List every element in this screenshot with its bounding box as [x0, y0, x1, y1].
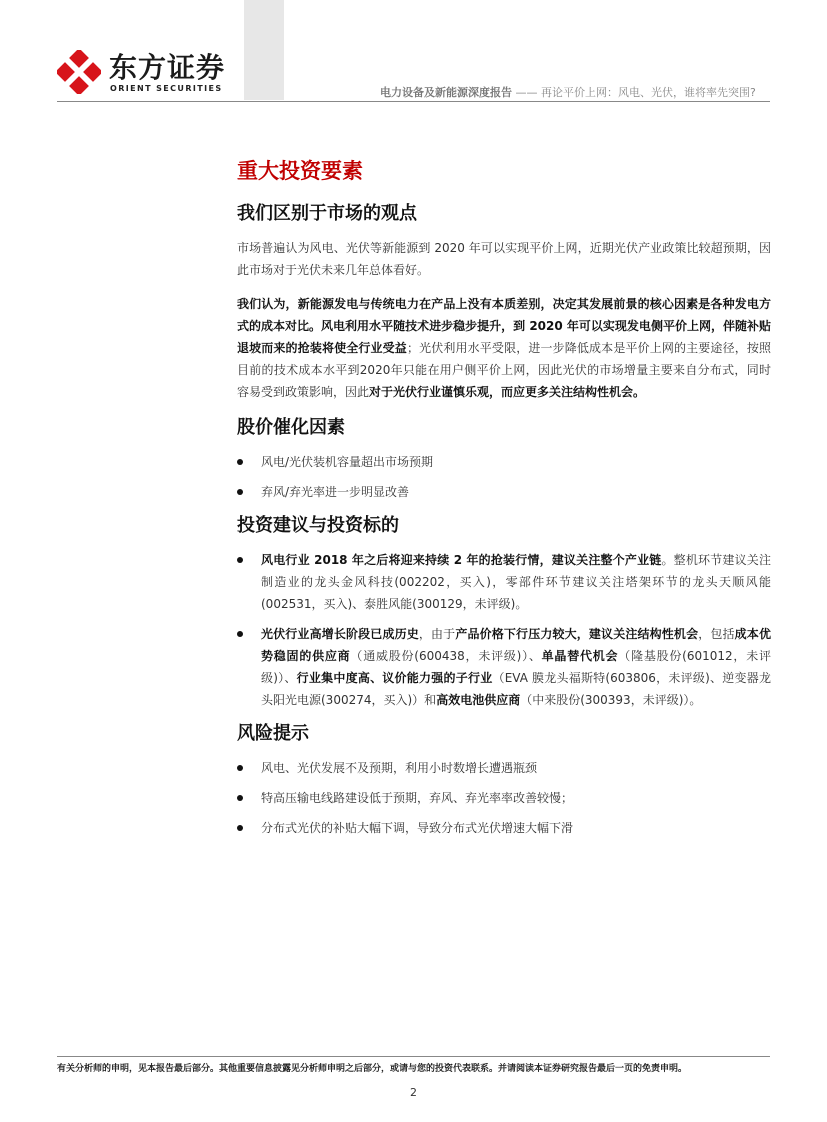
- header-gray-band: [244, 0, 284, 100]
- logo-name-cn: 东方证券: [109, 51, 226, 84]
- footer-disclaimer: 有关分析师的申明，见本报告最后部分。其他重要信息披露见分析师申明之后部分，或请与您的投资代表联系。并请阅读本证券研究报告最后一页的免责申明。: [57, 1064, 688, 1074]
- plain-text: ；光伏利用水平受限，进一步降低成本是平价上网的主要途径，按照目前的技术成本水平到2020年只能在用户侧平价上网，因此光伏的市场增量主要来自分布式，同时容易受到政策影响，因此: [237, 341, 771, 399]
- bold-text: 我们认为，新能源发电与传统电力在产品上没有本质差别，决定其发展前景的核心因素是各种发电方式的成本对比。风电利用水平随技术进步稳步提升，到 2020 年可以实现发电侧平价上网，伴随补贴退坡而来的抢装将使全行业受益: [237, 297, 771, 355]
- section-heading-view: 我们区别于市场的观点: [237, 203, 417, 224]
- bullet-icon: [237, 765, 243, 771]
- plain-text: （中来股份(300393，未评级)）。: [520, 693, 702, 707]
- page-number: 2: [410, 1086, 417, 1099]
- list-item: [237, 549, 771, 615]
- company-logo: [57, 50, 237, 95]
- catalyst-list: [237, 451, 771, 503]
- list-item: [237, 817, 771, 839]
- list-item: [237, 451, 771, 473]
- bold-text: 对于光伏行业谨慎乐观，而应更多关注结构性机会。: [369, 385, 646, 399]
- running-header: [380, 84, 770, 100]
- section-heading-risks: 风险提示: [237, 723, 309, 744]
- plain-text: ，由于: [418, 627, 456, 641]
- list-item: [237, 787, 771, 809]
- list-item: [237, 481, 771, 503]
- view-paragraph-2: [237, 293, 771, 403]
- plain-text: ，包括: [698, 627, 735, 641]
- bold-text: 高效电池供应商: [436, 693, 521, 707]
- bold-text: 成本优势稳固的供应商: [261, 627, 771, 663]
- list-item-text: 分布式光伏的补贴大幅下调，导致分布式光伏增速大幅下滑: [261, 821, 574, 835]
- view-paragraph-1: 市场普遍认为风电、光伏等新能源到 2020 年可以实现平价上网，近期光伏产业政策比较超预期，因此市场对于光伏未来几年总体看好。: [237, 241, 771, 277]
- list-item-text: 风电、光伏发展不及预期，利用小时数增长遭遇瓶颈: [261, 761, 538, 775]
- list-item: [237, 757, 771, 779]
- bullet-icon: [237, 825, 243, 831]
- main-heading: 重大投资要素: [237, 159, 363, 183]
- bullet-icon: [237, 489, 243, 495]
- footer-divider: [57, 1056, 770, 1057]
- section-heading-catalysts: 股价催化因素: [237, 417, 345, 438]
- list-item: [237, 623, 771, 711]
- plain-text: 。整机环节建议关注制造业的龙头金风科技(002202，买入)，零部件环节建议关注塔架环节的龙头天顺风能(002531，买入)、泰胜风能(300129，未评级)。: [261, 553, 771, 611]
- bullet-icon: [237, 795, 243, 801]
- bold-text: 产品价格下行压力较大，建议关注结构性机会: [455, 627, 699, 641]
- bold-text: 光伏行业高增长阶段已成历史: [261, 627, 419, 641]
- report-type: 电力设备及新能源深度报告: [380, 86, 512, 99]
- report-title: 再论平价上网：风电、光伏，谁将率先突围?: [541, 86, 756, 99]
- list-item-text: 特高压输电线路建设低于预期，弃风、弃光率率改善较慢；: [261, 791, 574, 805]
- bold-text: 风电行业 2018 年之后将迎来持续 2 年的抢装行情，建议关注整个产业链: [261, 553, 662, 567]
- list-item-text: 弃风/弃光率进一步明显改善: [261, 485, 410, 499]
- list-item-text: 风电/光伏装机容量超出市场预期: [261, 455, 434, 469]
- header-divider: [57, 101, 770, 102]
- orient-logo-icon: [57, 50, 101, 94]
- bold-text: 单晶替代机会: [541, 649, 619, 663]
- section-heading-recommendations: 投资建议与投资标的: [237, 515, 399, 536]
- risk-list: [237, 757, 771, 839]
- recommendation-list: [237, 549, 771, 711]
- bullet-icon: [237, 557, 243, 563]
- plain-text: （EVA 膜龙头福斯特(603806，未评级)、逆变器龙头阳光电源(300274，买入)）和: [261, 671, 771, 707]
- bold-text: 行业集中度高、议价能力强的子行业: [296, 671, 493, 685]
- main-content: [237, 156, 771, 849]
- logo-name-en: ORIENT SECURITIES: [110, 84, 223, 93]
- bullet-icon: [237, 459, 243, 465]
- bullet-icon: [237, 631, 243, 637]
- header-separator: ——: [515, 86, 538, 99]
- plain-text: （隆基股份(601012，未评级)）、: [261, 649, 771, 685]
- plain-text: （通威股份(600438，未评级)）、: [350, 649, 542, 663]
